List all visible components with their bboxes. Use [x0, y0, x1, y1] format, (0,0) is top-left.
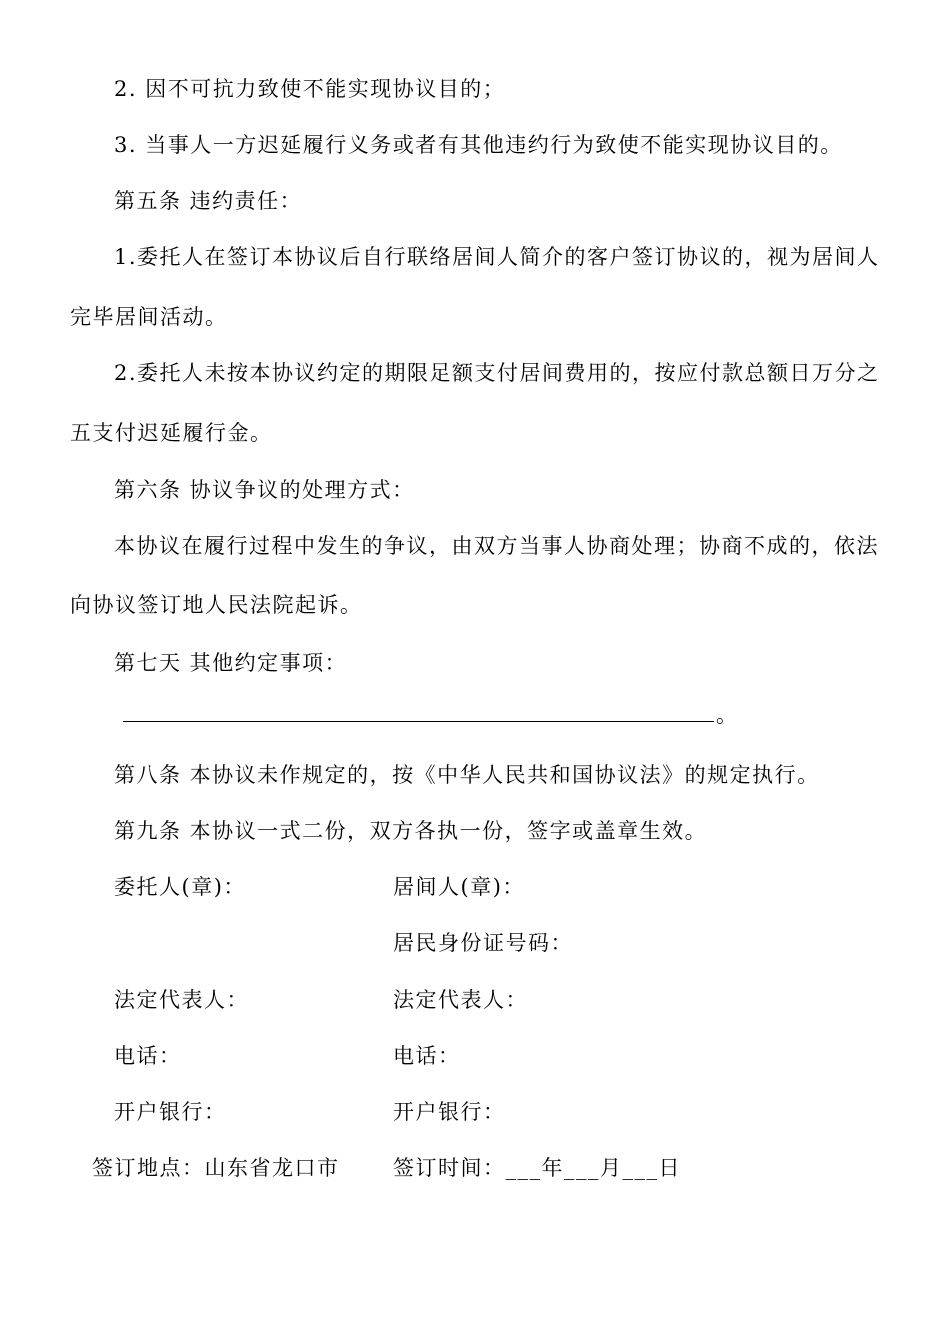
article-5-para-2-line-1: 2.委托人未按本协议约定的期限足额支付居间费用的，按应付款总额日万分之 [114, 361, 880, 385]
intermediary-seal-label: 居间人(章)： [393, 875, 525, 899]
phone-right-label: 电话： [393, 1044, 461, 1068]
bank-left-label: 开户银行： [114, 1100, 227, 1124]
article-6-title: 第六条 协议争议的处理方式： [114, 478, 415, 502]
fill-in-blank-line [123, 721, 714, 722]
fill-in-blank-end: 。 [716, 703, 739, 727]
principal-seal-label: 委托人(章)： [114, 875, 246, 899]
article-8: 第八条 本协议未作规定的，按《中华人民共和国协议法》的规定执行。 [114, 763, 820, 787]
phone-left-label: 电话： [114, 1044, 182, 1068]
bank-right-label: 开户银行： [393, 1100, 506, 1124]
clause-item-2: 2. 因不可抗力致使不能实现协议目的； [114, 77, 506, 101]
article-6-line-2: 向协议签订地人民法院起诉。 [70, 593, 363, 617]
article-7-title: 第七天 其他约定事项： [114, 651, 348, 675]
id-number-label: 居民身份证号码： [393, 931, 573, 955]
legal-rep-right-label: 法定代表人： [393, 988, 528, 1012]
signing-place: 签订地点：山东省龙口市 [92, 1156, 340, 1180]
article-5-title: 第五条 违约责任： [114, 189, 303, 213]
legal-rep-left-label: 法定代表人： [114, 988, 249, 1012]
article-6-line-1: 本协议在履行过程中发生的争议，由双方当事人协商处理；协商不成的，依法 [114, 534, 879, 558]
article-5-para-1-line-1: 1.委托人在签订本协议后自行联络居间人简介的客户签订协议的，视为居间人 [114, 245, 880, 269]
clause-item-3: 3. 当事人一方迟延履行义务或者有其他违约行为致使不能实现协议目的。 [114, 133, 843, 157]
article-9: 第九条 本协议一式二份，双方各执一份，签字或盖章生效。 [114, 819, 708, 843]
signing-time: 签订时间：___年___月___日 [393, 1156, 681, 1180]
article-5-para-2-line-2: 五支付迟延履行金。 [70, 421, 273, 445]
article-5-para-1-line-2: 完毕居间活动。 [70, 305, 228, 329]
